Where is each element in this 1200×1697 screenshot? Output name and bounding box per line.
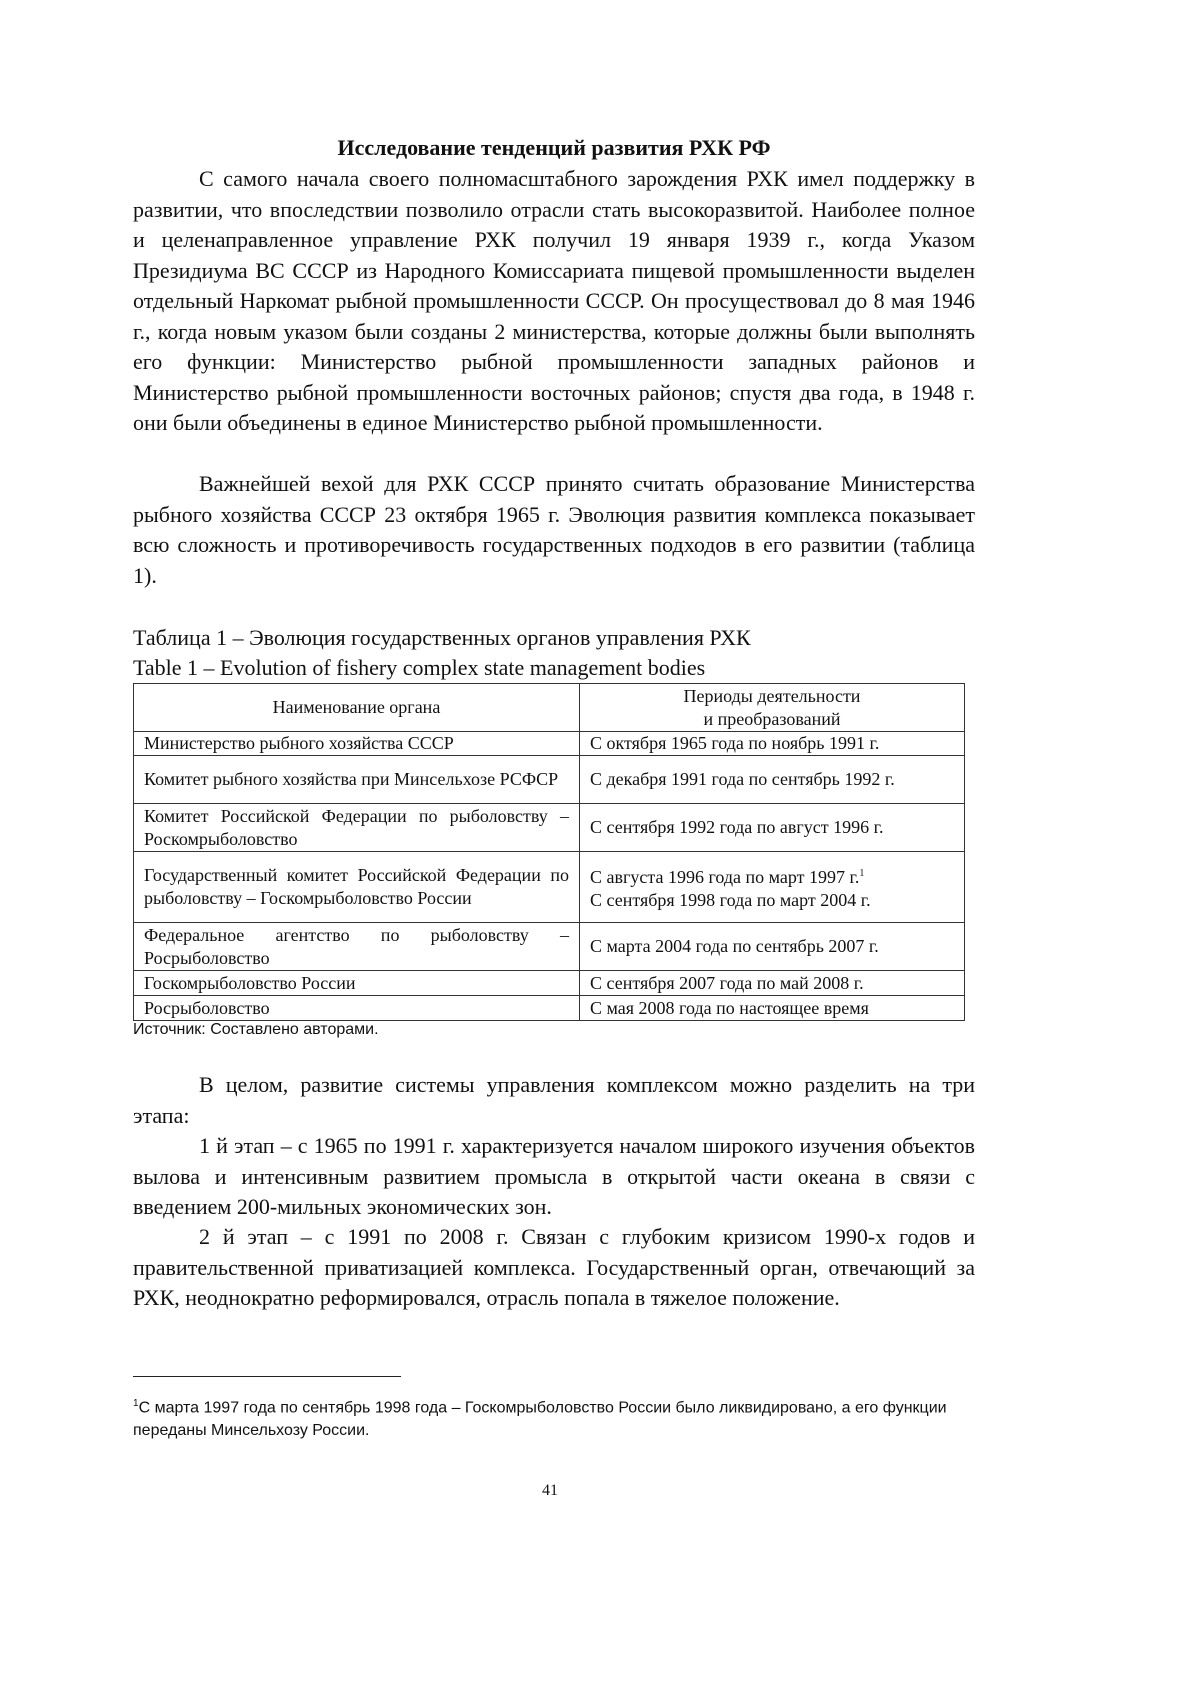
header-period-line2: и преобразований bbox=[703, 709, 840, 729]
table-row bbox=[134, 852, 965, 923]
footnote-divider bbox=[133, 1376, 401, 1377]
table-source: Источник: Составлено авторами. bbox=[133, 1021, 379, 1039]
table-row bbox=[134, 804, 965, 852]
body-period: С декабря 1991 года по сентябрь 1992 г. bbox=[580, 756, 965, 804]
header-name: Наименование органа bbox=[134, 684, 580, 732]
body-period: С сентября 1992 года по август 1996 г. bbox=[580, 804, 965, 852]
paragraph: Важнейшей вехой для РХК СССР принято считать образование Министерства рыбного хозяйства СССР 23 октября 1965 г. Эволюция развития комплекса показывает всю сложность и противоречивость государственных подходов в его развитии (таблица 1). bbox=[133, 469, 975, 591]
footnote-mark: 1 bbox=[859, 868, 864, 879]
table-row bbox=[134, 732, 965, 756]
body-name: Госкомрыболовство России bbox=[134, 971, 580, 996]
period-line2: С сентября 1998 года по март 2004 г. bbox=[590, 890, 871, 910]
body-period: С мая 2008 года по настоящее время bbox=[580, 996, 965, 1021]
period-line1: С августа 1996 года по март 1997 г. bbox=[590, 867, 859, 887]
body-period bbox=[580, 852, 965, 923]
paragraph: 1 й этап – с 1965 по 1991 г. характеризуется началом широкого изучения объектов вылова и интенсивным развитием промысла в открытой части океана в связи с введением 200-мильных экономических зон. bbox=[133, 1131, 975, 1223]
table-row bbox=[134, 923, 965, 971]
footnote-mark: 1 bbox=[133, 1398, 139, 1409]
table-header-row bbox=[134, 684, 965, 732]
footnote-text: С марта 1997 года по сентябрь 1998 года – Госкомрыболовство России было ликвидировано, а его функции переданы Минсельхозу России. bbox=[133, 1399, 947, 1439]
header-period bbox=[580, 684, 965, 732]
body-name: Комитет рыбного хозяйства при Минсельхозе РСФСР bbox=[134, 756, 580, 804]
table-caption-en: Table 1 – Evolution of fishery complex state management bodies bbox=[133, 653, 705, 683]
page-number: 41 bbox=[0, 1482, 1100, 1500]
body-name: Комитет Российской Федерации по рыболовству – Роскомрыболовство bbox=[134, 804, 580, 852]
table-row bbox=[134, 996, 965, 1021]
body-period: С октября 1965 года по ноябрь 1991 г. bbox=[580, 732, 965, 756]
management-bodies-table bbox=[133, 683, 965, 1021]
footnote bbox=[133, 1392, 975, 1442]
body-period: С сентября 2007 года по май 2008 г. bbox=[580, 971, 965, 996]
paragraph: В целом, развитие системы управления комплексом можно разделить на три этапа: bbox=[133, 1070, 975, 1131]
body-name: Росрыболовство bbox=[134, 996, 580, 1021]
body-name: Федеральное агентство по рыболовству – Росрыболовство bbox=[134, 923, 580, 971]
paragraph: С самого начала своего полномасштабного зарождения РХК имел поддержку в развитии, что впоследствии позволило отрасли стать высокоразвитой. Наиболее полное и целенаправленное управление РХК получил 19 января 1939 г., когда Указом Президиума ВС СССР из Народного Комиссариата пищевой промышленности выделен отдельный Наркомат рыбной промышленности СССР. Он просуществовал до 8 мая 1946 г., когда новым указом были созданы 2 министерства, которые должны были выполнять его функции: Министерство рыбной промышленности западных районов и Министерство рыбной промышленности восточных районов; спустя два года, в 1948 г. они были объединены в единое Министерство рыбной промышленности. bbox=[133, 164, 975, 439]
body-name: Государственный комитет Российской Федерации по рыболовству – Госкомрыболовство России bbox=[134, 852, 580, 923]
table-caption-ru: Таблица 1 – Эволюция государственных органов управления РХК bbox=[133, 623, 751, 653]
body-name: Министерство рыбного хозяйства СССР bbox=[134, 732, 580, 756]
table-row bbox=[134, 756, 965, 804]
section-title: Исследование тенденций развития РХК РФ bbox=[133, 134, 975, 162]
body-period: С марта 2004 года по сентябрь 2007 г. bbox=[580, 923, 965, 971]
paragraph: 2 й этап – с 1991 по 2008 г. Связан с глубоким кризисом 1990-х годов и правительственной приватизацией комплекса. Государственный орган, отвечающий за РХК, неоднократно реформировался, отрасль попала в тяжелое положение. bbox=[133, 1222, 975, 1314]
header-period-line1: Периоды деятельности bbox=[684, 686, 861, 706]
table-row bbox=[134, 971, 965, 996]
